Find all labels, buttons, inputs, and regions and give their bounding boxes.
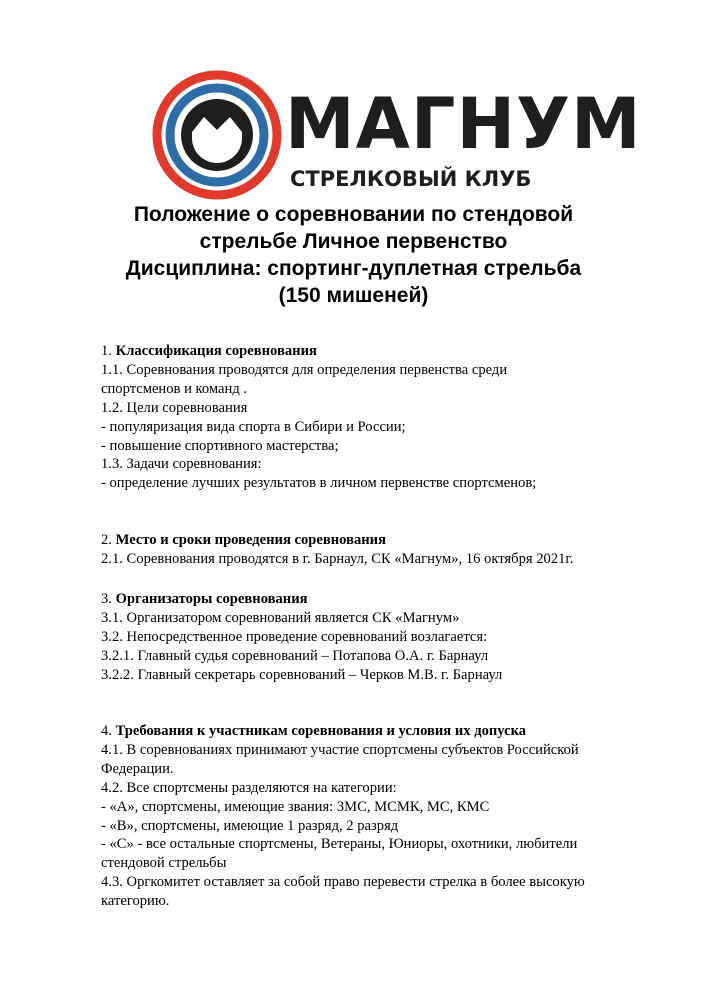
paragraph-line: 2.1. Соревнования проводятся в г. Барнаул, СК «Магнум», 16 октября 2021г. bbox=[101, 550, 574, 567]
paragraph-line: - «А», спортсмены, имеющие звания: ЗМС, МСМК, МС, КМС bbox=[101, 798, 490, 815]
paragraph-line: - «С» - все остальные спортсмены, Ветераны, Юниоры, охотники, любители bbox=[101, 836, 578, 853]
title-line: (150 мишеней) bbox=[278, 284, 429, 307]
paragraph-line: Федерации. bbox=[101, 760, 174, 777]
section-heading: 2. Место и сроки проведения соревнования bbox=[101, 532, 386, 548]
paragraph-line: 4.2. Все спортсмены разделяются на категории: bbox=[101, 779, 397, 796]
paragraph-line: 3.2.2. Главный секретарь соревнований – Черков М.В. г. Барнаул bbox=[101, 666, 503, 683]
paragraph-line: стендовой стрельбы bbox=[101, 855, 227, 872]
paragraph-line: 1.2. Цели соревнования bbox=[101, 399, 248, 416]
magnum-logo bbox=[150, 64, 650, 204]
section-organizers bbox=[101, 590, 661, 685]
paragraph-line: - повышение спортивного мастерства; bbox=[101, 437, 339, 454]
paragraph-line: 3.1. Организатором соревнований является СК «Магнум» bbox=[101, 609, 460, 626]
section-place-and-dates bbox=[101, 531, 661, 569]
title-line: Положение о соревновании по стендовой bbox=[133, 203, 574, 226]
section-participant-requirements bbox=[101, 722, 661, 911]
paragraph-line: 1.3. Задачи соревнования: bbox=[101, 456, 262, 473]
logo-wordmark: МАГНУМ bbox=[285, 83, 642, 165]
logo-subtitle: СТРЕЛКОВЫЙ КЛУБ bbox=[290, 167, 532, 191]
paragraph-line: - популяризация вида спорта в Сибири и России; bbox=[101, 418, 406, 435]
paragraph-line: 4.1. В соревнованиях принимают участие спортсмены субъектов Российской bbox=[101, 741, 579, 758]
title-line: стрельбе Личное первенство bbox=[199, 230, 508, 253]
paragraph-line: 4.3. Оргкомитет оставляет за собой право перевести стрелка в более высокую bbox=[101, 874, 585, 891]
section-classification bbox=[101, 342, 661, 493]
paragraph-line: 1.1. Соревнования проводятся для определения первенства среди bbox=[101, 361, 508, 378]
section-heading: 4. Требования к участникам соревнования и условия их допуска bbox=[101, 723, 527, 739]
section-heading: 1. Классификация соревнования bbox=[101, 343, 317, 359]
paragraph-line: категорию. bbox=[101, 893, 170, 910]
target-emblem-icon bbox=[152, 70, 282, 200]
paragraph-line: - «В», спортсмены, имеющие 1 разряд, 2 разряд bbox=[101, 817, 399, 834]
paragraph-line: 3.2.1. Главный судья соревнований – Потапова О.А. г. Барнаул bbox=[101, 647, 489, 664]
section-heading: 3. Организаторы соревнования bbox=[101, 591, 308, 607]
paragraph-line: спортсменов и команд . bbox=[101, 380, 248, 397]
document-title bbox=[60, 201, 647, 309]
paragraph-line: - определение лучших результатов в личном первенстве спортсменов; bbox=[101, 475, 537, 492]
paragraph-line: 3.2. Непосредственное проведение соревнований возлагается: bbox=[101, 628, 488, 645]
title-line: Дисциплина: спортинг-дуплетная стрельба bbox=[125, 257, 582, 280]
